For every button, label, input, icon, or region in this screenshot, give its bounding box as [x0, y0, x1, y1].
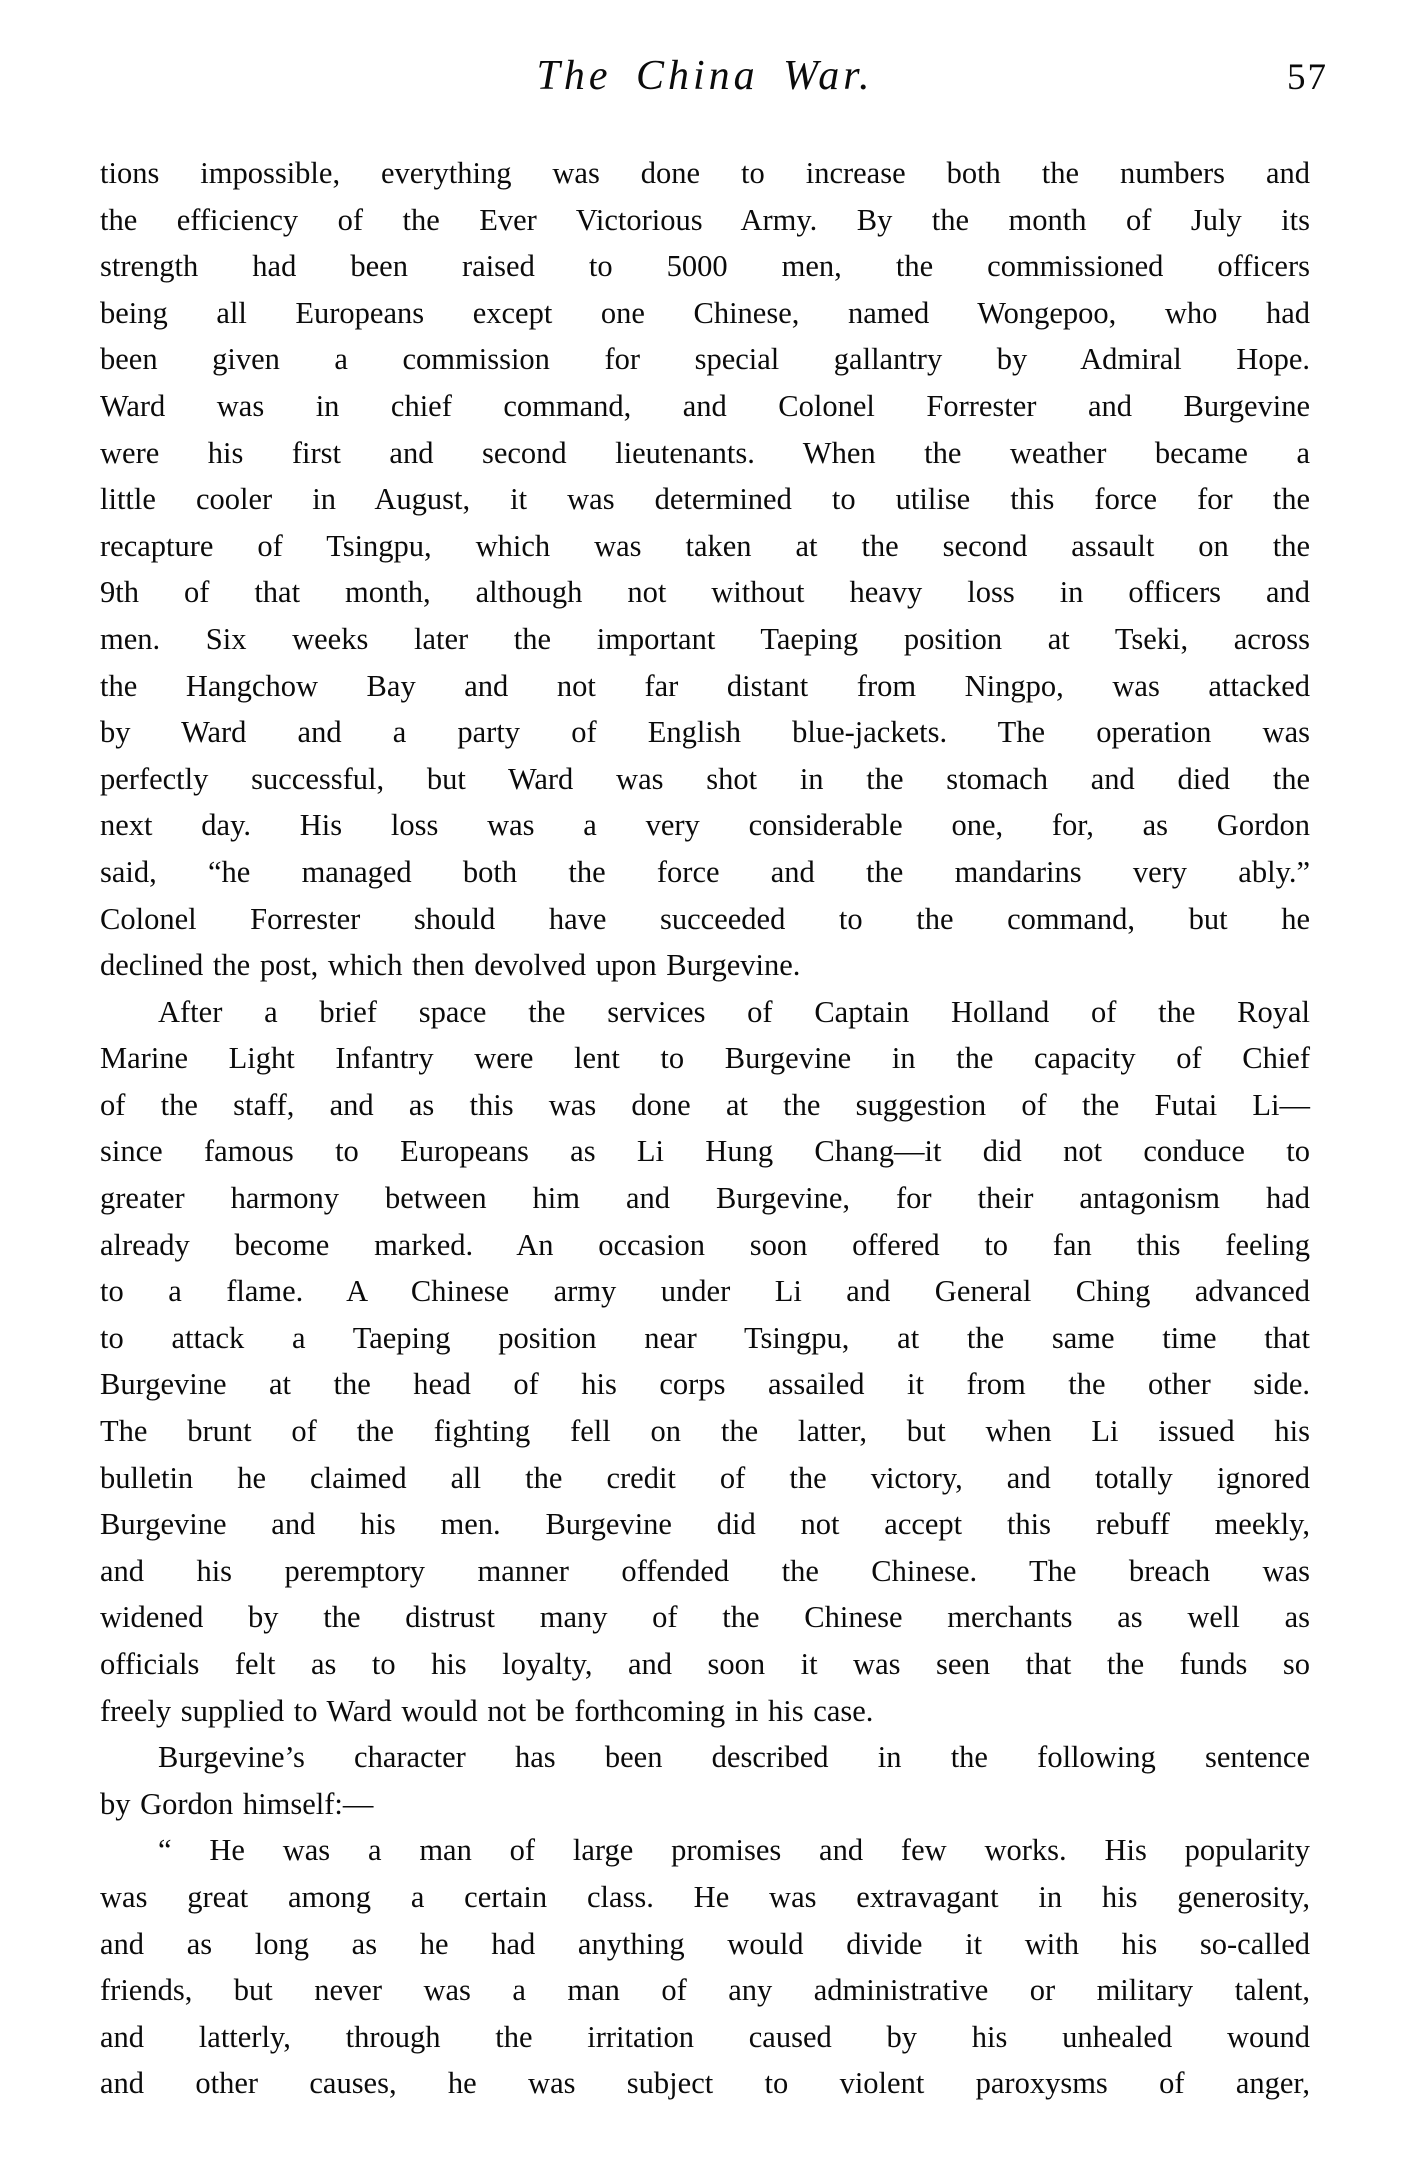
- text-line: said, “he managed both the force and the mandarins very ably.”: [100, 854, 1310, 889]
- text-line: and as long as he had anything would divide it with his so-called: [100, 1926, 1310, 1961]
- text-line: since famous to Europeans as Li Hung Chang—it did not conduce to: [100, 1134, 1310, 1169]
- text-line: and latterly, through the irritation caused by his unhealed wound: [100, 2019, 1310, 2054]
- page-number: 57: [1287, 57, 1328, 98]
- text-line: strength had been raised to 5000 men, the commissioned officers: [100, 249, 1310, 284]
- text-line: men. Six weeks later the important Taeping position at Tseki, across: [100, 621, 1310, 656]
- text-line: The brunt of the fighting fell on the latter, but when Li issued his: [100, 1414, 1310, 1449]
- page-body: [100, 150, 1310, 2107]
- text-line: Burgevine at the head of his corps assailed it from the other side.: [100, 1367, 1310, 1402]
- text-line: freely supplied to Ward would not be forthcoming in his case.: [100, 1693, 874, 1728]
- text-line: being all Europeans except one Chinese, named Wongepoo, who had: [100, 295, 1310, 330]
- text-line: and his peremptory manner offended the Chinese. The breach was: [100, 1553, 1310, 1588]
- text-line: 9th of that month, although not without heavy loss in officers and: [100, 575, 1310, 610]
- text-line: by Gordon himself:—: [100, 1786, 374, 1821]
- text-line: to attack a Taeping position near Tsingpu, at the same time that: [100, 1320, 1310, 1355]
- text-line: perfectly successful, but Ward was shot in the stomach and died the: [100, 761, 1310, 796]
- text-line: declined the post, which then devolved upon Burgevine.: [100, 948, 801, 983]
- text-line: little cooler in August, it was determined to utilise this force for the: [100, 482, 1310, 517]
- text-line: Marine Light Infantry were lent to Burgevine in the capacity of Chief: [100, 1041, 1310, 1076]
- text-line: already become marked. An occasion soon offered to fan this feeling: [100, 1227, 1310, 1262]
- text-line: recapture of Tsingpu, which was taken at the second assault on the: [100, 528, 1310, 563]
- page-header: [100, 46, 1328, 106]
- text-line: Colonel Forrester should have succeeded to the command, but he: [100, 901, 1310, 936]
- text-line: next day. His loss was a very considerable one, for, as Gordon: [100, 808, 1310, 843]
- text-line: were his first and second lieutenants. When the weather became a: [100, 435, 1310, 470]
- text-line: bulletin he claimed all the credit of the victory, and totally ignored: [100, 1460, 1310, 1495]
- text-line: been given a commission for special gallantry by Admiral Hope.: [100, 342, 1310, 377]
- text-line: the efficiency of the Ever Victorious Army. By the month of July its: [100, 202, 1310, 237]
- text-line: Burgevine and his men. Burgevine did not accept this rebuff meekly,: [100, 1507, 1310, 1542]
- text-line: officials felt as to his loyalty, and soon it was seen that the funds so: [100, 1647, 1310, 1681]
- text-line: to a flame. A Chinese army under Li and General Ching advanced: [100, 1274, 1310, 1309]
- page-header-title: The China War.: [536, 53, 874, 99]
- text-line: friends, but never was a man of any administrative or military talent,: [100, 1973, 1310, 2008]
- text-line: greater harmony between him and Burgevine, for their antagonism had: [100, 1181, 1310, 1216]
- text-line: tions impossible, everything was done to increase both the numbers and: [100, 156, 1310, 190]
- text-line: Ward was in chief command, and Colonel Forrester and Burgevine: [100, 388, 1310, 423]
- text-line: the Hangchow Bay and not far distant from Ningpo, was attacked: [100, 668, 1310, 703]
- text-line: was great among a certain class. He was extravagant in his generosity,: [100, 1879, 1310, 1914]
- text-line: and other causes, he was subject to violent paroxysms of anger,: [100, 2066, 1310, 2101]
- text-line: by Ward and a party of English blue-jackets. The operation was: [100, 715, 1310, 750]
- text-line: After a brief space the services of Captain Holland of the Royal: [158, 994, 1310, 1029]
- text-line: “ He was a man of large promises and few works. His popularity: [158, 1833, 1310, 1868]
- text-line: Burgevine’s character has been described in the following sentence: [158, 1740, 1310, 1775]
- text-line: of the staff, and as this was done at the suggestion of the Futai Li—: [100, 1087, 1310, 1122]
- text-line: widened by the distrust many of the Chinese merchants as well as: [100, 1600, 1310, 1635]
